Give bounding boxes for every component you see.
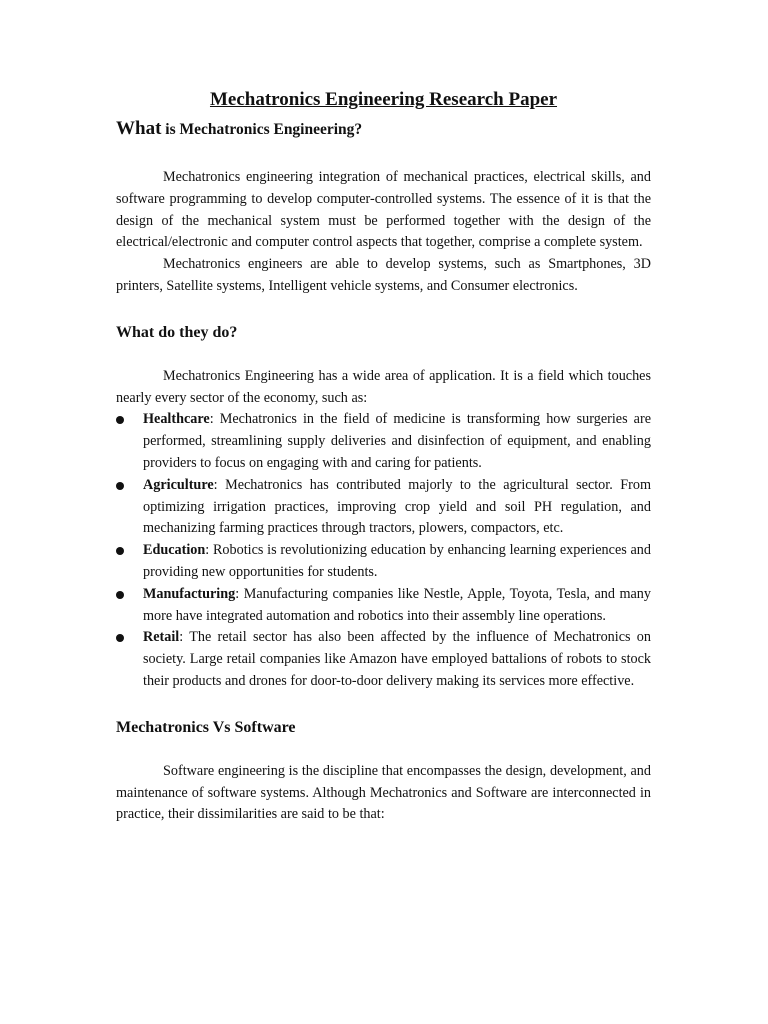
paragraph-systems: Mechatronics engineers are able to develop systems, such as Smartphones, 3D printers, Satellite systems, Intelligent vehicle systems, and Consumer electronics.: [116, 256, 651, 294]
list-item-healthcare: [116, 409, 651, 474]
heading-rest: is Mechatronics Engineering?: [161, 121, 363, 138]
list-item-text: : Mechatronics in the field of medicine is transforming how surgeries are performed, streamlining supply deliveries and disinfection of equipment, and enabling providers to focus on engaging with and caring for patients.: [143, 411, 651, 471]
bullet-icon: [116, 591, 124, 599]
heading-word-what: What: [116, 118, 162, 139]
list-item-term: Manufacturing: [143, 585, 236, 602]
list-item-text: : Robotics is revolutionizing education by enhancing learning experiences and providing new opportunities for students.: [143, 542, 651, 580]
list-item-text: : The retail sector has also been affected by the influence of Mechatronics on society. Large retail companies like Amazon have employed battalions of robots to stock their products and drones for door-to-door delivery making its services more effective.: [143, 629, 651, 689]
list-item-text: : Mechatronics has contributed majorly to the agricultural sector. From optimizing irrigation practices, improving crop yield and soil PH regulation, and mechanizing farming practices through tractors, plowers, compactors, etc.: [143, 476, 651, 537]
list-item-retail: [116, 627, 651, 692]
paragraph-software-engineering: Software engineering is the discipline that encompasses the design, development, and maintenance of software systems. Although Mechatronics and Software are interconnected in practice, their dissimilarities are said to be that:: [116, 762, 651, 823]
bullet-icon: [116, 482, 124, 490]
section-heading-vs-software: Mechatronics Vs Software: [116, 718, 296, 736]
list-item-agriculture: [116, 475, 651, 540]
paragraph-applications-intro: Mechatronics Engineering has a wide area of application. It is a field which touches nearly every sector of the economy, such as:: [116, 367, 651, 406]
list-item-term: Education: [143, 542, 206, 559]
bullet-icon: [116, 547, 124, 555]
list-item-manufacturing: [116, 584, 651, 628]
list-item-education: [116, 540, 651, 584]
bullet-icon: [116, 634, 124, 642]
list-item-term: Healthcare: [143, 411, 210, 428]
section-heading-what-is: [116, 116, 651, 143]
application-list: [116, 409, 651, 692]
list-item-term: Retail: [143, 629, 180, 646]
list-item-term: Agriculture: [143, 476, 214, 493]
document-title: Mechatronics Engineering Research Paper: [209, 89, 558, 110]
document-page: [116, 88, 651, 826]
bullet-icon: [116, 416, 124, 424]
section-heading-what-do-they-do: What do they do?: [116, 323, 238, 341]
paragraph-definition: Mechatronics engineering integration of mechanical practices, electrical skills, and software programming to develop computer-controlled systems. The essence of it is that the design of the mechanical system must be performed together with the design of the electrical/electronic and computer control aspects that together, comprise a complete system.: [116, 169, 651, 251]
list-item-text: : Manufacturing companies like Nestle, Apple, Toyota, Tesla, and many more have integrated automation and robotics into their assembly line operations.: [143, 585, 651, 624]
